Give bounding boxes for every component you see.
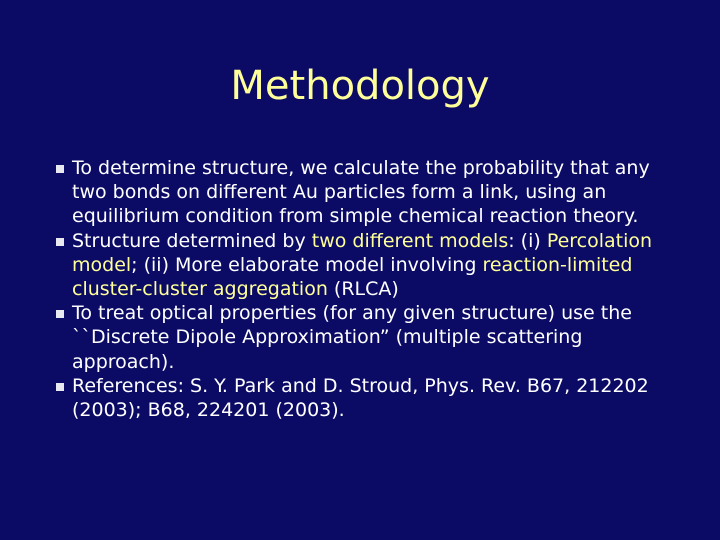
- bullet-list: [56, 156, 676, 422]
- slide-title: Methodology: [230, 63, 490, 109]
- bullet-item-3: [56, 301, 676, 374]
- bullet-text: [72, 375, 649, 421]
- bullet-item-2: [56, 229, 676, 302]
- square-bullet-icon: [56, 310, 64, 318]
- bullet-text: [72, 302, 632, 372]
- highlighted-term: Percolation model: [72, 229, 653, 276]
- square-bullet-icon: [56, 383, 64, 391]
- text-segment: References: S. Y. Park and D. Stroud, Phys. Rev. B67, 212202 (2003); B68, 224201 (2003).: [72, 374, 649, 422]
- square-bullet-icon: [56, 238, 64, 246]
- text-segment: (RLCA): [327, 278, 399, 301]
- text-segment: Structure determined by: [72, 229, 312, 252]
- text-segment: ; (ii) More elaborate model involving: [131, 253, 483, 276]
- bullet-item-1: [56, 156, 676, 229]
- bullet-text: [72, 157, 650, 227]
- text-segment: To determine structure, we calculate the probability that any two bonds on different Au particles form a link, using an equilibrium condition from simple chemical reaction theory.: [72, 157, 650, 228]
- text-segment: To treat optical properties (for any given structure) use the ``Discrete Dipole Approximation” (multiple scattering approach).: [72, 302, 632, 373]
- square-bullet-icon: [56, 165, 64, 173]
- text-segment: : (i): [508, 229, 547, 252]
- bullet-item-4: [56, 374, 676, 422]
- highlighted-term: two different models: [311, 229, 509, 252]
- highlighted-term: reaction-limited cluster-cluster aggregation: [72, 253, 633, 301]
- bullet-text: [72, 230, 652, 300]
